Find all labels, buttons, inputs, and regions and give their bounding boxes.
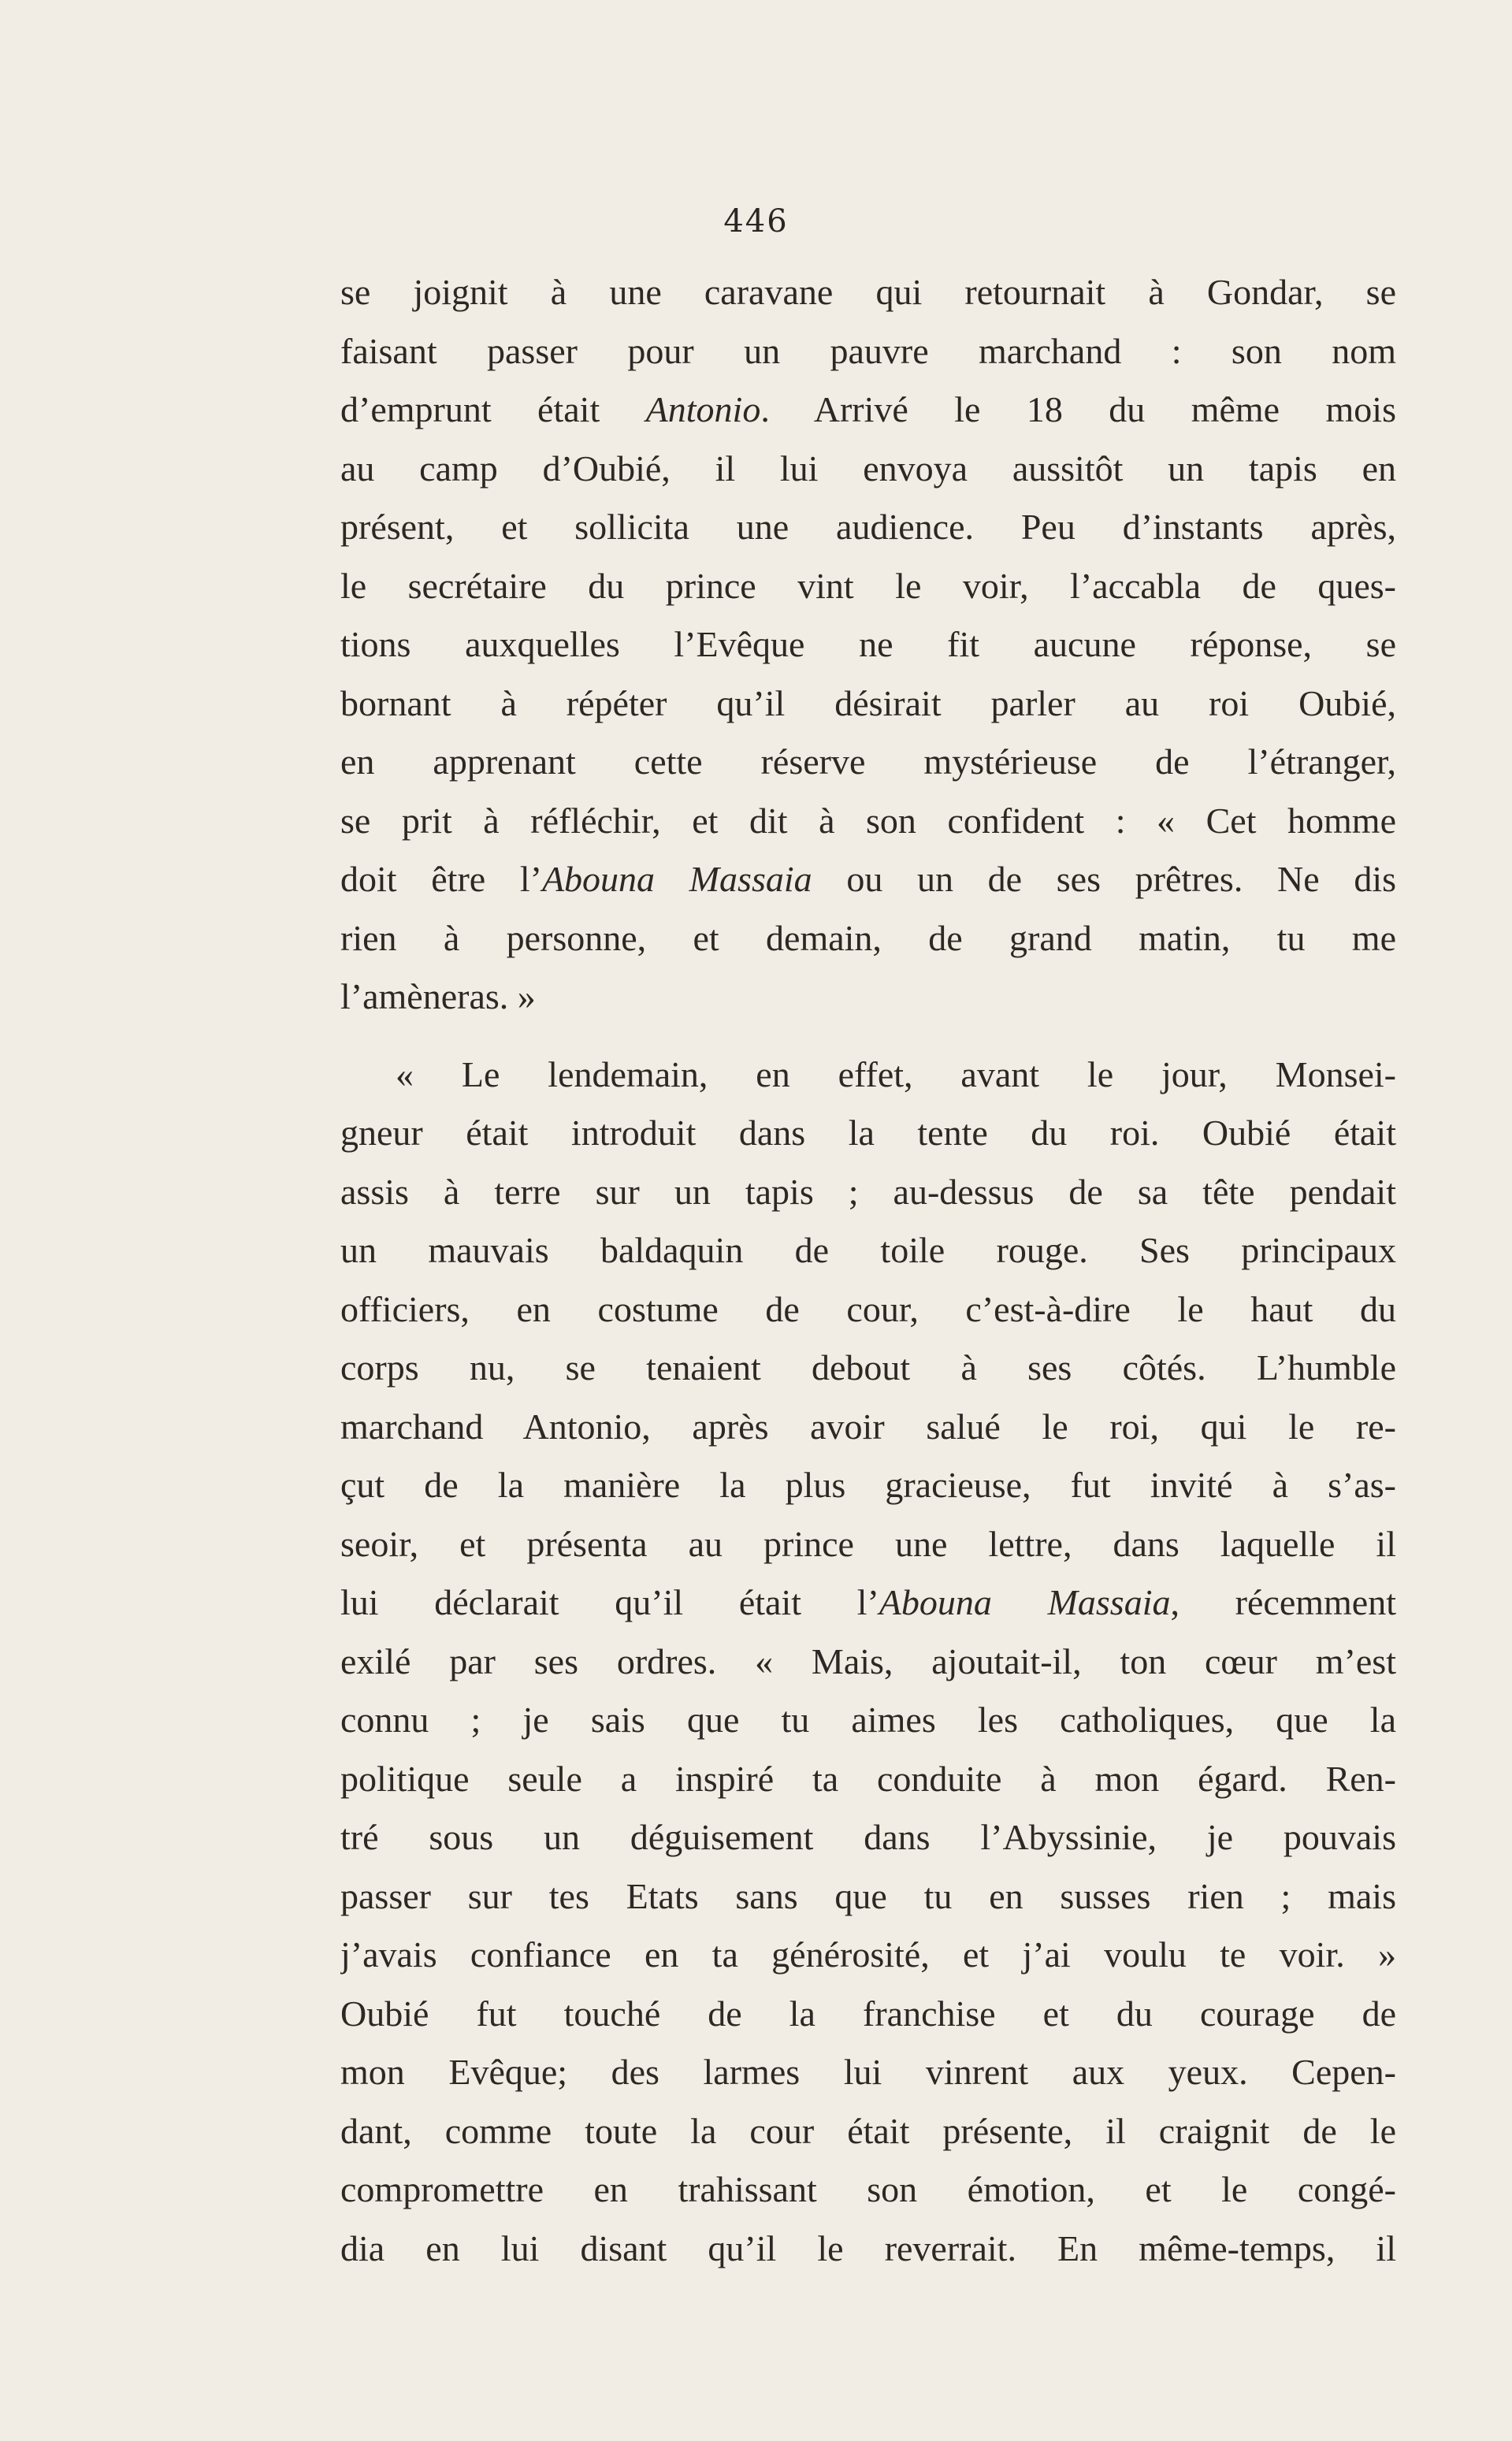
text-line: tré sous un déguisement dans l’Abyssinie, je pouvais — [340, 1817, 1396, 1857]
text-line: mon Evêque; des larmes lui vinrent aux yeux. Cepen- — [340, 2052, 1396, 2092]
text-line: officiers, en costume de cour, c’est-à-dire le haut du — [340, 1288, 1396, 1329]
text-line: se joignit à une caravane qui retournait à Gondar, se — [340, 272, 1396, 312]
text-line: j’avais confiance en ta générosité, et j’ai voulu te voir. » — [340, 1934, 1396, 1975]
text-line: en apprenant cette réserve mystérieuse de l’étranger, — [340, 741, 1396, 782]
text-line: gneur était introduit dans la tente du roi. Oubié était — [340, 1113, 1396, 1153]
text-line: présent, et sollicita une audience. Peu d’instants après, — [340, 507, 1396, 547]
text-line: se prit à réfléchir, et dit à son confident : « Cet homme — [340, 800, 1396, 841]
text-line: au camp d’Oubié, il lui envoya aussitôt un tapis en — [340, 448, 1396, 489]
text-line: doit être l’Abouna Massaia ou un de ses prêtres. Ne dis — [340, 859, 1396, 899]
text-line: dia en lui disant qu’il le reverrait. En même-temps, il — [340, 2227, 1396, 2268]
text-line: marchand Antonio, après avoir salué le roi, qui le re- — [340, 1406, 1396, 1447]
text-line: Oubié fut touché de la franchise et du courage de — [340, 1993, 1396, 2034]
text-line: corps nu, se tenaient debout à ses côtés. L’humble — [340, 1347, 1396, 1388]
text-line: exilé par ses ordres. « Mais, ajoutait-il, ton cœur m’est — [340, 1640, 1396, 1681]
text-line: lui déclarait qu’il était l’Abouna Massaia, récemment — [340, 1582, 1396, 1622]
text-line: bornant à répéter qu’il désirait parler au roi Oubié, — [340, 682, 1396, 723]
text-line: politique seule a inspiré ta conduite à mon égard. Ren- — [340, 1758, 1396, 1799]
text-line: compromettre en trahissant son émotion, et le congé- — [340, 2169, 1396, 2209]
text-line: tions auxquelles l’Evêque ne fit aucune réponse, se — [340, 624, 1396, 664]
text-line: l’amèneras. » — [340, 976, 536, 1016]
text-line: rien à personne, et demain, de grand matin, tu me — [340, 917, 1396, 958]
text-line: dant, comme toute la cour était présente, il craignit de le — [340, 2110, 1396, 2151]
text-line: le secrétaire du prince vint le voir, l’accabla de ques- — [340, 565, 1396, 606]
text-line: « Le lendemain, en effet, avant le jour, Monsei- — [396, 1053, 1396, 1094]
body-text — [340, 263, 1396, 2278]
text-line: passer sur tes Etats sans que tu en susses rien ; mais — [340, 1875, 1396, 1916]
text-line: assis à terre sur un tapis ; au-dessus de sa tête pendait — [340, 1171, 1396, 1212]
text-line: connu ; je sais que tu aimes les catholiques, que la — [340, 1700, 1396, 1740]
text-line: faisant passer pour un pauvre marchand : son nom — [340, 330, 1396, 371]
page-number: 446 — [723, 203, 789, 240]
text-line: seoir, et présenta au prince une lettre, dans laquelle il — [340, 1523, 1396, 1564]
text-line: d’emprunt était Antonio. Arrivé le 18 du même mois — [340, 389, 1396, 429]
text-line: un mauvais baldaquin de toile rouge. Ses principaux — [340, 1230, 1396, 1270]
text-line: çut de la manière la plus gracieuse, fut invité à s’as- — [340, 1465, 1396, 1505]
